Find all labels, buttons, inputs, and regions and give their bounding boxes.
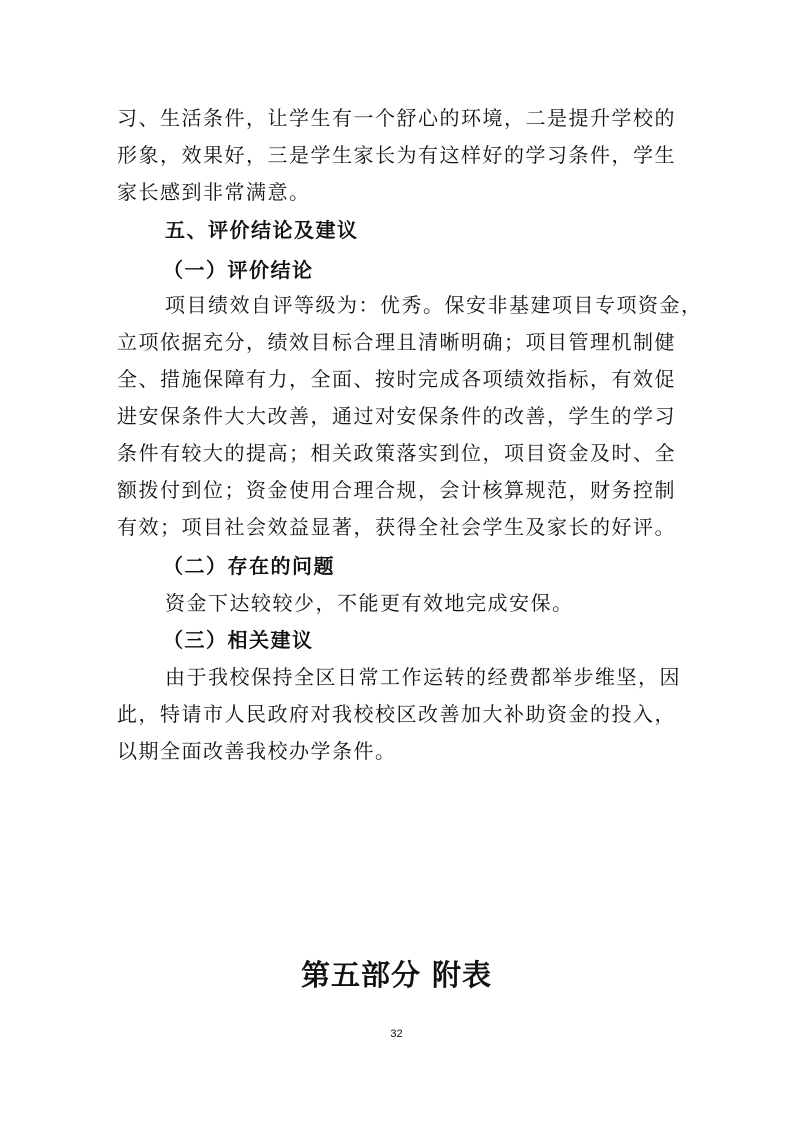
s3-line-1: 由于我校保持全区日常工作运转的经费都举步维坚，因 <box>165 665 681 689</box>
subsection-2-heading: （二）存在的问题 <box>163 554 335 578</box>
s2-line-1: 资金下达较较少，不能更有效地完成安保。 <box>165 591 574 615</box>
s3-line-2: 此，特请市人民政府对我校校区改善加大补助资金的投入， <box>117 702 676 726</box>
subsection-1-heading: （一）评价结论 <box>163 258 314 282</box>
subsection-3-heading: （三）相关建议 <box>163 628 314 652</box>
page-number: 32 <box>390 1028 403 1040</box>
s3-line-3: 以期全面改善我校办学条件。 <box>117 739 397 763</box>
intro-paragraph <box>117 100 675 211</box>
s1-line-6: 额拨付到位；资金使用合理合规，会计核算规范，财务控制 <box>117 478 676 502</box>
subsection-2-paragraph <box>117 585 675 622</box>
intro-line-2: 形象，效果好，三是学生家长为有这样好的学习条件，学生 <box>117 143 676 167</box>
subsection-1-paragraph <box>117 287 703 546</box>
section-heading: 五、评价结论及建议 <box>165 218 359 242</box>
s1-line-3: 全、措施保障有力，全面、按时完成各项绩效指标，有效促 <box>117 367 676 391</box>
s1-line-1: 项目绩效自评等级为：优秀。保安非基建项目专项资金， <box>165 293 703 317</box>
intro-line-1: 习、生活条件，让学生有一个舒心的环境，二是提升学校的 <box>117 106 676 130</box>
subsection-3-paragraph <box>117 659 681 770</box>
s1-line-7: 有效；项目社会效益显著，获得全社会学生及家长的好评。 <box>117 515 676 539</box>
s1-line-5: 条件有较大的提高；相关政策落实到位，项目资金及时、全 <box>117 441 676 465</box>
intro-line-3: 家长感到非常满意。 <box>117 180 311 204</box>
part-title: 第五部分 附表 <box>300 958 493 992</box>
s1-line-2: 立项依据充分，绩效目标合理且清晰明确；项目管理机制健 <box>117 330 676 354</box>
s1-line-4: 进安保条件大大改善，通过对安保条件的改善，学生的学习 <box>117 404 676 428</box>
